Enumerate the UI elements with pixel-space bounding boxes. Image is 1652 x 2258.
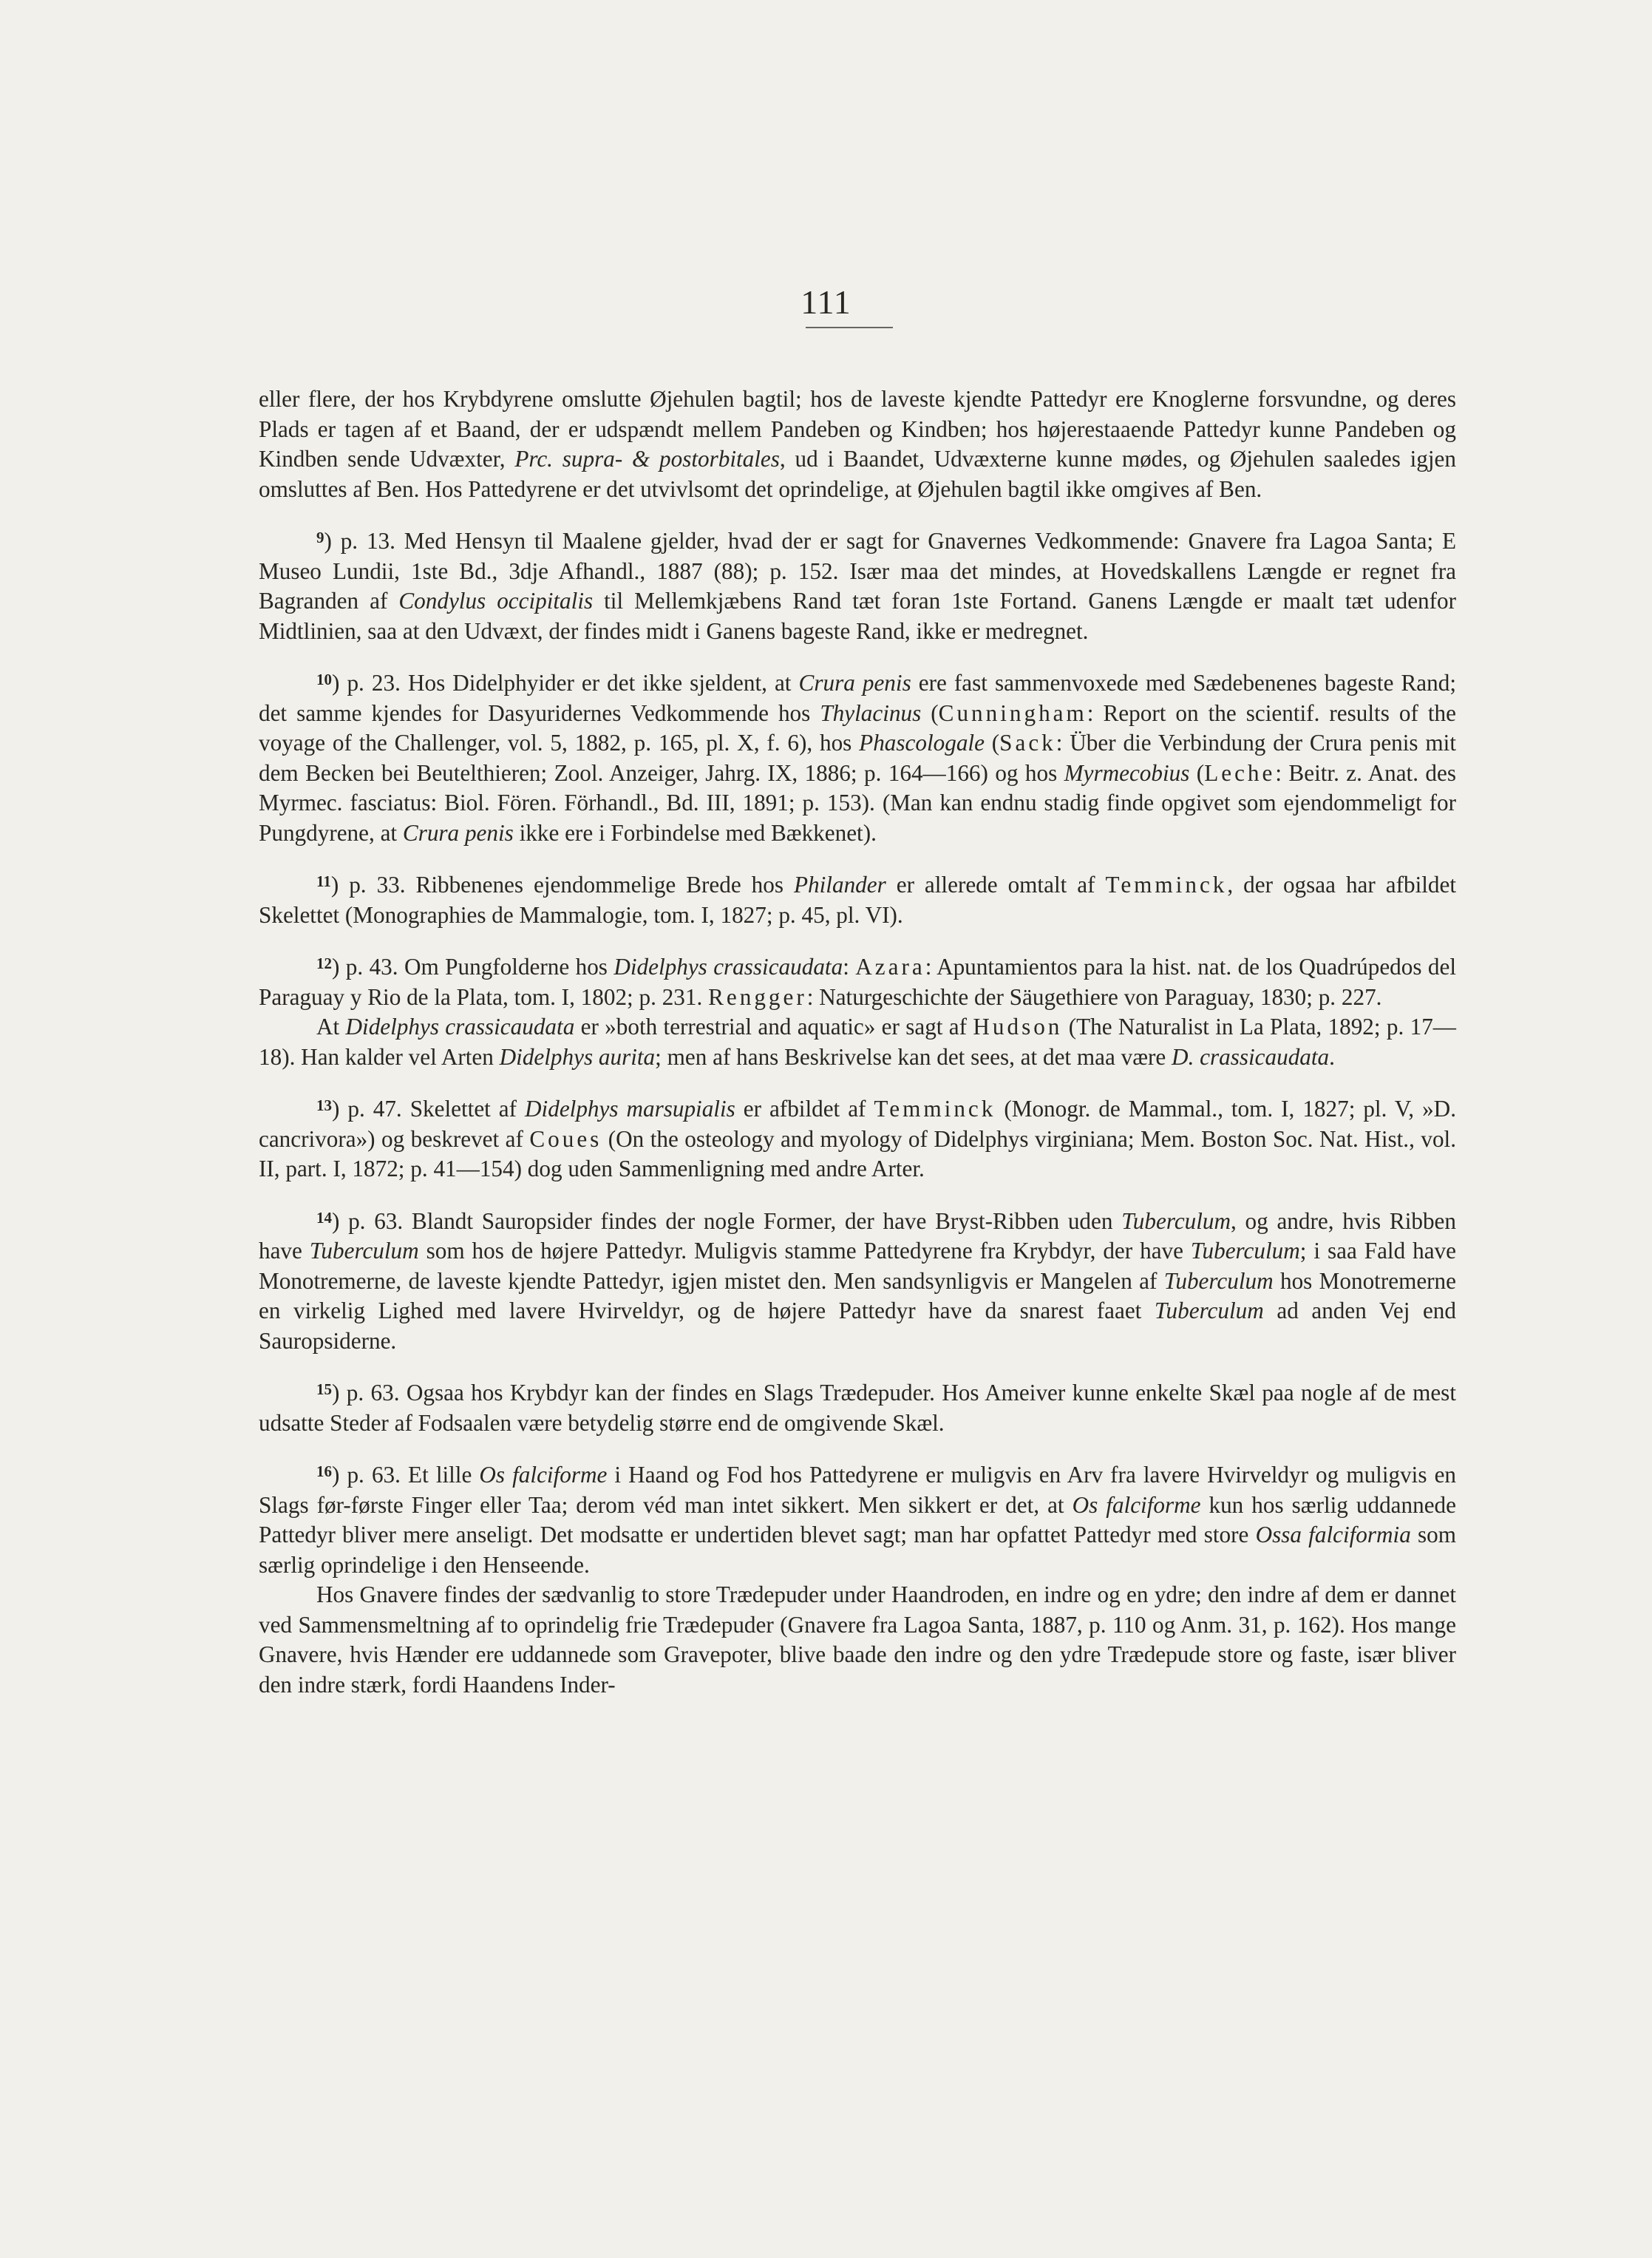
page-reference: ) p. 33.	[330, 872, 416, 898]
text-run: Ribbenenes ejendommelige Brede hos	[415, 872, 794, 898]
italic-term: Myrmecobius	[1064, 759, 1190, 786]
text-run: er afbildet af	[735, 1096, 874, 1122]
italic-term: Os falciforme	[479, 1462, 608, 1488]
text-run: , ud i Baandet, Udvæxterne kunne mødes, og Øjehulen saaledes igjen omsluttes af Ben. Hos Pattedyrene er det utvivlsomt det oprindelige, at Øjehulen bagtil ikke omgives af Ben.	[259, 446, 1456, 502]
footnote-marker: 10	[316, 671, 332, 688]
text-run: Ogsaa hos Krybdyr kan der findes en Slags Trædepuder. Hos Ameiver kunne enkelte Skæl paa nogle af de mest udsatte Steder af Fodsaalen være betydelig større end de omgivende Skæl.	[259, 1380, 1456, 1436]
italic-term: Tuberculum	[1163, 1267, 1274, 1294]
italic-term: Ossa falciformia	[1255, 1522, 1411, 1547]
page-reference: ) p. 63.	[332, 1380, 407, 1406]
author-name: Temminck	[1105, 872, 1228, 898]
page-reference: ) p. 47.	[332, 1096, 410, 1122]
italic-term: D. crassicaudata	[1172, 1043, 1330, 1070]
footnote-11	[259, 870, 1456, 930]
text-run: Skelettet af	[409, 1096, 526, 1122]
footnote-marker: 15	[316, 1380, 332, 1398]
page-number: 111	[800, 283, 852, 321]
page-number-rule	[806, 327, 893, 328]
page-reference: ) p. 23.	[332, 670, 408, 696]
page-reference: ) p. 63.	[332, 1207, 412, 1234]
text-run: Hos Gnavere findes der sædvanlig to store Trædepuder under Haandroden, en indre og en ydre; den indre af dem er dannet ved Sammensmeltning af to oprindelig frie Trædepuder (Gnavere fra Lagoa Santa, 1887, p. 110 og Anm. 31, p. 162). Hos mange Gnavere, hvis Hænder ere uddannede som Gravepoter, blive baade den indre og den ydre Trædepude store og faste, især bliver den indre stærk, fordi Haandens Inder-	[259, 1581, 1456, 1698]
text-run: :	[843, 954, 856, 980]
italic-term: Phascologale	[859, 730, 985, 756]
author-name: Temminck	[874, 1096, 996, 1122]
body-text	[259, 384, 1456, 1700]
author-name: Rengger	[708, 983, 807, 1010]
footnote-marker: 13	[316, 1096, 332, 1114]
page-reference: ) p. 43.	[332, 954, 404, 980]
footnote-marker: 14	[316, 1208, 332, 1227]
text-run: : Naturgeschichte der Säugethiere von Paraguay, 1830; p. 227.	[806, 983, 1382, 1010]
italic-term: Didelphys crassicaudata	[345, 1014, 575, 1040]
author-name: Cunningham	[938, 699, 1087, 726]
text-run: som hos de højere Pattedyr. Muligvis stamme Pattedyrene fra Krybdyr, der have	[418, 1238, 1191, 1264]
text-run: kun hos særlig uddannede Pattedyr bliver mere anseligt. Det modsatte er undertiden blevet sagt; man har opfattet Pattedyr med store	[259, 1491, 1456, 1547]
text-run: i Haand og Fod hos Pattedyrene er muligvis en Arv fra lavere Hvirveldyr og muligvis en Slags før-første Finger eller Taa; derom véd man intet sikkert. Men sikkert er det, at	[259, 1462, 1457, 1518]
footnote-continuation	[259, 1580, 1456, 1700]
italic-term: Philander	[794, 872, 886, 898]
italic-term: Prc. supra- & postorbitales	[514, 446, 780, 472]
italic-term: Os falciforme	[1072, 1491, 1201, 1518]
text-run: (The Naturalist in La Plata, 1892; p. 17—18). Han kalder vel Arten	[259, 1014, 1456, 1070]
text-run: Med Hensyn til Maalene gjelder, hvad der er sagt for Gnavernes Vedkommende: Gnavere fra Lagoa Santa; E Museo Lundii, 1ste Bd., 3dje Afhandl., 1887 (88); p. 152. Især maa det mindes, at Hovedskallens Længde er regnet fra Bagranden af	[259, 528, 1456, 614]
text-run: som særlig oprindelige i den Henseende.	[259, 1522, 1456, 1578]
italic-term: Didelphys aurita	[499, 1043, 656, 1070]
text-run: ; men af hans Beskrivelse kan det sees, at det maa være	[655, 1043, 1172, 1070]
author-name: Azara	[855, 954, 925, 980]
text-run: (	[984, 730, 1000, 756]
footnote-marker: 16	[316, 1462, 332, 1480]
text-run: (On the osteology and myology of Didelphys virginiana; Mem. Boston Soc. Nat. Hist., vol. II, part. I, 1872; p. 41—154) dog uden Sammenligning med andre Arter.	[259, 1125, 1456, 1181]
text-run: ikke ere i Forbindelse med Bækkenet).	[513, 819, 877, 846]
author-name: Sack	[999, 730, 1056, 756]
footnote-16	[259, 1460, 1456, 1580]
text-run: eller flere, der hos Krybdyrene omslutte Øjehulen bagtil; hos de laveste kjendte Pattedyr ere Knoglerne forsvundne, og deres Plads er tagen af et Baand, der er udspændt mellem Pandeben og Kindben; hos højerestaaende Pattedyr kunne Pandeben og Kindben sende Udvæxter,	[259, 386, 1456, 472]
text-run: : Über die Verbindung der Crura penis mit dem Becken bei Beutelthieren; Zool. Anzeiger, Jahrg. IX, 1886; p. 164—166) og hos	[259, 730, 1456, 786]
text-run: ; i saa Fald have Monotremerne, de laveste kjendte Pattedyr, igjen mistet den. Men sandsynligvis er Mangelen af	[259, 1238, 1456, 1294]
footnote-marker: 12	[316, 955, 332, 972]
footnote-13	[259, 1094, 1456, 1184]
text-run: , der ogsaa har afbildet Skelettet (Monographies de Mammalogie, tom. I, 1827; p. 45, pl. VI).	[259, 872, 1456, 928]
text-run: (	[1189, 759, 1205, 786]
text-run: : Beitr. z. Anat. des Myrmec. fasciatus: Biol. Fören. Förhandl., Bd. III, 1891; p. 153). (Man kan endnu stadig finde opgivet som ejendommeligt for Pungdyrene, at	[259, 759, 1456, 846]
text-run: ad anden Vej end Sauropsiderne.	[259, 1298, 1456, 1354]
italic-term: Tuberculum	[1121, 1207, 1231, 1234]
footnote-marker: 9	[316, 529, 324, 546]
italic-term: Crura penis	[402, 819, 514, 846]
text-run: .	[1329, 1043, 1335, 1070]
footnote-12	[259, 952, 1456, 1012]
italic-term: Tuberculum	[309, 1238, 419, 1264]
text-run: Om Pungfolderne hos	[404, 954, 614, 980]
text-run: (Monogr. de Mammal., tom. I, 1827; pl. V, »D. cancrivora») og beskrevet af	[259, 1096, 1457, 1152]
footnote-marker: 11	[316, 872, 331, 890]
author-name: Leche	[1204, 759, 1276, 786]
italic-term: Didelphys marsupialis	[525, 1096, 735, 1122]
text-run: ere fast sammenvoxede med Sædebenenes bageste Rand; det samme kjendes for Dasyuridernes Vedkommende hos	[259, 670, 1456, 726]
italic-term: Didelphys crassicaudata	[613, 954, 843, 980]
text-run: : Apuntamientos para la hist. nat. de los Quadrúpedos del Paraguay y Rio de la Plata, tom. I, 1802; p. 231.	[259, 954, 1457, 1010]
footnote-continuation	[259, 1012, 1456, 1072]
text-run: Et lille	[408, 1462, 480, 1488]
author-name: Hudson	[973, 1014, 1063, 1040]
text-run: Blandt Sauropsider findes der nogle Former, der have Bryst-Ribben uden	[411, 1207, 1122, 1234]
footnote-15	[259, 1378, 1456, 1438]
italic-term: Condylus occipitalis	[398, 588, 594, 614]
italic-term: Tuberculum	[1154, 1298, 1264, 1323]
text-run: er allerede omtalt af	[886, 872, 1106, 898]
footnote-10	[259, 668, 1456, 848]
page-reference: ) p. 13.	[324, 528, 404, 554]
page-reference: ) p. 63.	[332, 1462, 409, 1488]
text-run: til Mellemkjæbens Rand tæt foran 1ste Fortand. Ganens Længde er maalt tæt udenfor Midtlinien, saa at den Udvæxt, der findes midt i Ganens bageste Rand, ikke er medregnet.	[259, 588, 1456, 644]
italic-term: Thylacinus	[820, 699, 922, 726]
text-run: At	[316, 1014, 346, 1040]
continuation-paragraph	[259, 384, 1456, 504]
text-run: hos Monotremerne en virkelig Lighed med lavere Hvirveldyr, og de højere Pattedyr have da snarest faaet	[259, 1267, 1456, 1323]
text-run: , og andre, hvis Ribben have	[259, 1207, 1456, 1264]
italic-term: Crura penis	[798, 670, 911, 696]
footnote-14	[259, 1207, 1456, 1357]
footnote-9	[259, 526, 1456, 646]
text-run: er »both terrestrial and aquatic» er sagt af	[574, 1014, 973, 1040]
text-run: (	[921, 699, 939, 726]
text-run: : Report on the scientif. results of the voyage of the Challenger, vol. 5, 1882, p. 165, pl. X, f. 6), hos	[259, 699, 1456, 756]
text-run: Hos Didelphyider er det ikke sjeldent, at	[407, 670, 799, 696]
italic-term: Tuberculum	[1190, 1238, 1300, 1264]
author-name: Coues	[529, 1125, 602, 1152]
